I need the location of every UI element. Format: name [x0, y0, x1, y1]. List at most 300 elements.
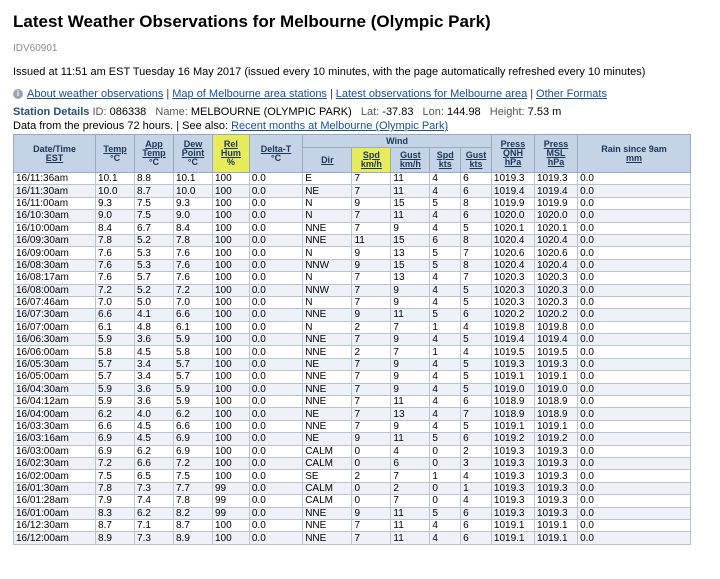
cell-wind-dir: NE	[303, 185, 352, 197]
cell-wind-spd-kmh: 9	[352, 197, 391, 209]
other-formats-link[interactable]: Other Formats	[536, 88, 607, 100]
cell-app-temp: 7.3	[135, 482, 174, 494]
cell-temp: 7.6	[96, 272, 135, 284]
cell-wind-spd-kts: 4	[430, 173, 461, 185]
cell-wind-spd-kmh: 7	[352, 296, 391, 308]
info-icon: i	[13, 89, 23, 99]
cell-wind-spd-kts: 4	[430, 396, 461, 408]
cell-rel-hum: 100	[212, 371, 249, 383]
cell-press-qnh: 1019.2	[491, 433, 534, 445]
cell-wind-gust-kmh: 9	[391, 284, 430, 296]
cell-app-temp: 6.6	[135, 457, 174, 469]
table-row	[14, 296, 691, 308]
cell-temp: 7.6	[96, 247, 135, 259]
col-wind-dir[interactable]: Dir	[303, 148, 352, 173]
cell-wind-dir: NNW	[303, 259, 352, 271]
cell-datetime: 16/09:30am	[14, 234, 96, 246]
cell-app-temp: 7.1	[135, 519, 174, 531]
cell-delta-t: 0.0	[249, 495, 302, 507]
cell-rel-hum: 100	[212, 396, 249, 408]
cell-delta-t: 0.0	[249, 445, 302, 457]
cell-dew-point: 7.8	[173, 234, 212, 246]
cell-temp: 5.8	[96, 346, 135, 358]
cell-press-qnh: 1019.1	[491, 519, 534, 531]
cell-wind-gust-kts: 8	[461, 259, 492, 271]
col-wind-spd-kts[interactable]: Spd kts	[430, 148, 461, 173]
area-latest-link[interactable]: Latest observations for Melbourne area	[335, 88, 528, 100]
cell-rain: 0.0	[578, 495, 691, 507]
cell-wind-spd-kts: 5	[430, 309, 461, 321]
cell-datetime: 16/03:00am	[14, 445, 96, 457]
cell-app-temp: 5.2	[135, 284, 174, 296]
cell-dew-point: 7.8	[173, 495, 212, 507]
cell-datetime: 16/07:46am	[14, 296, 96, 308]
cell-dew-point: 9.0	[173, 210, 212, 222]
cell-datetime: 16/08:17am	[14, 272, 96, 284]
cell-wind-dir: NNE	[303, 507, 352, 519]
station-lat-label: Lat:	[360, 106, 380, 118]
col-wind-spd-kmh[interactable]: Spd km/h	[352, 148, 391, 173]
product-id: IDV60901	[13, 43, 58, 54]
cell-rel-hum: 100	[212, 519, 249, 531]
cell-wind-spd-kmh: 9	[352, 259, 391, 271]
cell-wind-dir: N	[303, 272, 352, 284]
cell-press-qnh: 1020.3	[491, 272, 534, 284]
cell-rel-hum: 100	[212, 358, 249, 370]
cell-rain: 0.0	[578, 272, 691, 284]
cell-dew-point: 6.6	[173, 420, 212, 432]
cell-dew-point: 9.3	[173, 197, 212, 209]
cell-datetime: 16/05:00am	[14, 371, 96, 383]
cell-delta-t: 0.0	[249, 420, 302, 432]
col-wind-gust-kmh[interactable]: Gust km/h	[391, 148, 430, 173]
cell-press-msl: 1018.9	[534, 396, 577, 408]
cell-temp: 9.0	[96, 210, 135, 222]
cell-datetime: 16/11:00am	[14, 197, 96, 209]
cell-wind-gust-kmh: 11	[391, 433, 430, 445]
cell-rain: 0.0	[578, 346, 691, 358]
cell-wind-gust-kts: 7	[461, 247, 492, 259]
cell-datetime: 16/10:30am	[14, 210, 96, 222]
cell-wind-gust-kmh: 9	[391, 358, 430, 370]
cell-rain: 0.0	[578, 482, 691, 494]
cell-wind-spd-kmh: 7	[352, 420, 391, 432]
cell-wind-dir: N	[303, 247, 352, 259]
cell-delta-t: 0.0	[249, 482, 302, 494]
col-temp[interactable]: Temp °C	[96, 135, 135, 173]
station-height-label: Height:	[489, 106, 525, 118]
cell-rain: 0.0	[578, 247, 691, 259]
cell-press-qnh: 1020.1	[491, 222, 534, 234]
cell-rel-hum: 99	[212, 507, 249, 519]
cell-rel-hum: 99	[212, 495, 249, 507]
recent-months-link[interactable]: Recent months at Melbourne (Olympic Park)	[231, 120, 449, 132]
cell-press-msl: 1019.1	[534, 532, 577, 544]
cell-rel-hum: 100	[212, 334, 249, 346]
cell-wind-gust-kmh: 9	[391, 334, 430, 346]
cell-wind-spd-kts: 1	[430, 346, 461, 358]
col-app-temp[interactable]: App Temp °C	[135, 135, 174, 173]
cell-delta-t: 0.0	[249, 457, 302, 469]
cell-wind-spd-kmh: 7	[352, 185, 391, 197]
area-map-link[interactable]: Map of Melbourne area stations	[172, 88, 327, 100]
cell-wind-spd-kts: 4	[430, 334, 461, 346]
cell-rel-hum: 100	[212, 383, 249, 395]
cell-wind-spd-kmh: 2	[352, 470, 391, 482]
cell-app-temp: 5.2	[135, 234, 174, 246]
cell-wind-dir: NNW	[303, 284, 352, 296]
cell-app-temp: 3.6	[135, 396, 174, 408]
cell-datetime: 16/05:30am	[14, 358, 96, 370]
table-row	[14, 321, 691, 333]
cell-app-temp: 6.2	[135, 445, 174, 457]
cell-wind-gust-kmh: 11	[391, 173, 430, 185]
cell-press-msl: 1019.3	[534, 507, 577, 519]
cell-temp: 8.4	[96, 222, 135, 234]
table-row	[14, 259, 691, 271]
cell-wind-spd-kmh: 11	[352, 234, 391, 246]
table-row	[14, 371, 691, 383]
cell-wind-gust-kts: 6	[461, 532, 492, 544]
cell-rel-hum: 100	[212, 309, 249, 321]
cell-rain: 0.0	[578, 420, 691, 432]
cell-datetime: 16/06:30am	[14, 334, 96, 346]
cell-delta-t: 0.0	[249, 383, 302, 395]
cell-app-temp: 4.0	[135, 408, 174, 420]
cell-wind-spd-kts: 4	[430, 519, 461, 531]
cell-press-qnh: 1018.9	[491, 408, 534, 420]
cell-wind-spd-kmh: 2	[352, 321, 391, 333]
cell-wind-gust-kmh: 6	[391, 457, 430, 469]
cell-dew-point: 5.7	[173, 358, 212, 370]
cell-wind-gust-kmh: 13	[391, 247, 430, 259]
cell-rel-hum: 100	[212, 222, 249, 234]
table-row	[14, 420, 691, 432]
cell-wind-gust-kmh: 11	[391, 210, 430, 222]
cell-app-temp: 3.6	[135, 334, 174, 346]
cell-wind-spd-kts: 1	[430, 470, 461, 482]
cell-temp: 5.9	[96, 334, 135, 346]
cell-wind-gust-kmh: 9	[391, 371, 430, 383]
cell-dew-point: 6.1	[173, 321, 212, 333]
cell-wind-gust-kmh: 15	[391, 259, 430, 271]
cell-press-qnh: 1019.8	[491, 321, 534, 333]
col-datetime[interactable]: Date/Time EST	[14, 135, 96, 173]
cell-delta-t: 0.0	[249, 272, 302, 284]
cell-wind-spd-kmh: 7	[352, 272, 391, 284]
col-rain[interactable]: Rain since 9am mm	[578, 135, 691, 173]
cell-temp: 7.8	[96, 234, 135, 246]
table-row	[14, 284, 691, 296]
cell-temp: 6.6	[96, 309, 135, 321]
link-separator: |	[530, 88, 534, 100]
cell-datetime: 16/04:12am	[14, 396, 96, 408]
cell-wind-spd-kmh: 7	[352, 358, 391, 370]
cell-press-msl: 1019.3	[534, 358, 577, 370]
col-wind-group: Wind	[303, 135, 492, 148]
cell-delta-t: 0.0	[249, 259, 302, 271]
cell-app-temp: 7.5	[135, 210, 174, 222]
cell-press-qnh: 1020.3	[491, 296, 534, 308]
cell-wind-gust-kmh: 9	[391, 420, 430, 432]
cell-wind-dir: CALM	[303, 482, 352, 494]
cell-press-msl: 1019.3	[534, 445, 577, 457]
cell-rain: 0.0	[578, 519, 691, 531]
cell-temp: 6.2	[96, 408, 135, 420]
cell-rel-hum: 100	[212, 173, 249, 185]
cell-press-qnh: 1020.2	[491, 309, 534, 321]
cell-dew-point: 6.9	[173, 445, 212, 457]
cell-temp: 6.9	[96, 445, 135, 457]
cell-press-msl: 1019.3	[534, 173, 577, 185]
cell-wind-dir: NNE	[303, 420, 352, 432]
cell-wind-dir: N	[303, 210, 352, 222]
cell-temp: 7.9	[96, 495, 135, 507]
col-rel-hum[interactable]: Rel Hum %	[212, 135, 249, 173]
cell-app-temp: 5.3	[135, 247, 174, 259]
cell-app-temp: 3.4	[135, 371, 174, 383]
cell-rain: 0.0	[578, 532, 691, 544]
cell-wind-dir: NNE	[303, 532, 352, 544]
cell-wind-gust-kmh: 9	[391, 296, 430, 308]
cell-datetime: 16/04:30am	[14, 383, 96, 395]
cell-app-temp: 4.1	[135, 309, 174, 321]
cell-app-temp: 7.4	[135, 495, 174, 507]
cell-wind-gust-kts: 5	[461, 284, 492, 296]
cell-wind-spd-kmh: 7	[352, 210, 391, 222]
cell-wind-gust-kmh: 7	[391, 321, 430, 333]
cell-wind-dir: N	[303, 296, 352, 308]
cell-datetime: 16/01:28am	[14, 495, 96, 507]
table-row	[14, 457, 691, 469]
cell-delta-t: 0.0	[249, 532, 302, 544]
cell-wind-gust-kmh: 9	[391, 383, 430, 395]
cell-wind-gust-kts: 5	[461, 420, 492, 432]
cell-wind-spd-kts: 4	[430, 420, 461, 432]
cell-dew-point: 8.4	[173, 222, 212, 234]
cell-rain: 0.0	[578, 433, 691, 445]
cell-wind-gust-kts: 8	[461, 197, 492, 209]
cell-wind-spd-kts: 5	[430, 507, 461, 519]
cell-press-qnh: 1019.3	[491, 495, 534, 507]
cell-wind-gust-kts: 4	[461, 346, 492, 358]
cell-rel-hum: 100	[212, 272, 249, 284]
cell-wind-spd-kmh: 0	[352, 482, 391, 494]
cell-wind-spd-kts: 5	[430, 247, 461, 259]
cell-temp: 7.0	[96, 296, 135, 308]
cell-wind-gust-kmh: 7	[391, 470, 430, 482]
cell-wind-dir: NNE	[303, 334, 352, 346]
previous-hours-note	[13, 120, 448, 132]
cell-app-temp: 5.7	[135, 272, 174, 284]
cell-rain: 0.0	[578, 507, 691, 519]
cell-temp: 5.7	[96, 358, 135, 370]
cell-wind-dir: NNE	[303, 519, 352, 531]
cell-wind-gust-kts: 5	[461, 383, 492, 395]
links-bar	[13, 88, 607, 100]
cell-app-temp: 6.7	[135, 222, 174, 234]
station-id-label: ID:	[92, 106, 107, 118]
cell-press-msl: 1019.8	[534, 321, 577, 333]
cell-delta-t: 0.0	[249, 358, 302, 370]
cell-wind-gust-kmh: 2	[391, 482, 430, 494]
cell-temp: 10.0	[96, 185, 135, 197]
cell-rain: 0.0	[578, 396, 691, 408]
cell-wind-spd-kts: 1	[430, 321, 461, 333]
cell-rel-hum: 99	[212, 482, 249, 494]
cell-wind-spd-kts: 4	[430, 371, 461, 383]
cell-wind-spd-kts: 0	[430, 495, 461, 507]
table-row	[14, 383, 691, 395]
cell-wind-gust-kts: 7	[461, 408, 492, 420]
cell-wind-gust-kts: 2	[461, 445, 492, 457]
cell-wind-spd-kts: 5	[430, 433, 461, 445]
cell-delta-t: 0.0	[249, 470, 302, 482]
cell-app-temp: 7.3	[135, 532, 174, 544]
cell-delta-t: 0.0	[249, 222, 302, 234]
cell-rel-hum: 100	[212, 420, 249, 432]
col-delta-t[interactable]: Delta-T °C	[249, 135, 302, 173]
cell-temp: 5.9	[96, 383, 135, 395]
col-press-qnh[interactable]: Press QNH hPa	[491, 135, 534, 173]
cell-rel-hum: 100	[212, 445, 249, 457]
cell-wind-dir: NNE	[303, 234, 352, 246]
cell-press-msl: 1019.3	[534, 457, 577, 469]
cell-datetime: 16/06:00am	[14, 346, 96, 358]
cell-rel-hum: 100	[212, 321, 249, 333]
cell-wind-gust-kmh: 9	[391, 222, 430, 234]
cell-app-temp: 4.8	[135, 321, 174, 333]
cell-wind-spd-kts: 6	[430, 234, 461, 246]
station-name-label: Name:	[155, 106, 188, 118]
cell-wind-spd-kts: 4	[430, 185, 461, 197]
cell-press-qnh: 1020.6	[491, 247, 534, 259]
cell-wind-gust-kmh: 7	[391, 346, 430, 358]
cell-temp: 5.7	[96, 371, 135, 383]
cell-app-temp: 3.4	[135, 358, 174, 370]
cell-wind-gust-kts: 5	[461, 358, 492, 370]
cell-rain: 0.0	[578, 173, 691, 185]
cell-rain: 0.0	[578, 309, 691, 321]
cell-wind-spd-kts: 5	[430, 259, 461, 271]
cell-press-msl: 1019.4	[534, 334, 577, 346]
table-row	[14, 346, 691, 358]
cell-wind-gust-kmh: 11	[391, 185, 430, 197]
cell-press-msl: 1019.9	[534, 197, 577, 209]
cell-press-qnh: 1019.3	[491, 482, 534, 494]
cell-wind-spd-kmh: 9	[352, 507, 391, 519]
cell-dew-point: 7.0	[173, 296, 212, 308]
table-row	[14, 519, 691, 531]
cell-temp: 8.9	[96, 532, 135, 544]
cell-datetime: 16/04:00am	[14, 408, 96, 420]
cell-press-qnh: 1019.3	[491, 173, 534, 185]
cell-wind-gust-kts: 4	[461, 495, 492, 507]
cell-press-msl: 1019.5	[534, 346, 577, 358]
cell-wind-gust-kts: 6	[461, 507, 492, 519]
cell-rain: 0.0	[578, 371, 691, 383]
cell-wind-gust-kmh: 15	[391, 234, 430, 246]
cell-press-qnh: 1020.0	[491, 210, 534, 222]
cell-press-qnh: 1019.4	[491, 185, 534, 197]
cell-wind-spd-kmh: 0	[352, 445, 391, 457]
cell-rain: 0.0	[578, 222, 691, 234]
cell-press-msl: 1018.9	[534, 408, 577, 420]
cell-press-qnh: 1019.3	[491, 470, 534, 482]
cell-app-temp: 8.8	[135, 173, 174, 185]
cell-rel-hum: 100	[212, 259, 249, 271]
col-press-msl[interactable]: Press MSL hPa	[534, 135, 577, 173]
cell-wind-gust-kts: 7	[461, 272, 492, 284]
cell-delta-t: 0.0	[249, 507, 302, 519]
cell-app-temp: 4.5	[135, 433, 174, 445]
table-row	[14, 495, 691, 507]
cell-press-msl: 1020.3	[534, 296, 577, 308]
station-lon: 144.98	[447, 106, 481, 118]
cell-wind-spd-kmh: 7	[352, 408, 391, 420]
cell-delta-t: 0.0	[249, 234, 302, 246]
cell-rain: 0.0	[578, 408, 691, 420]
about-observations-link[interactable]: About weather observations	[27, 88, 164, 100]
cell-wind-dir: SE	[303, 470, 352, 482]
table-row	[14, 272, 691, 284]
cell-wind-spd-kts: 0	[430, 445, 461, 457]
cell-rain: 0.0	[578, 296, 691, 308]
cell-wind-gust-kts: 4	[461, 470, 492, 482]
cell-dew-point: 5.9	[173, 334, 212, 346]
table-row	[14, 408, 691, 420]
table-row	[14, 210, 691, 222]
cell-rain: 0.0	[578, 358, 691, 370]
cell-wind-spd-kts: 4	[430, 532, 461, 544]
cell-wind-gust-kmh: 11	[391, 309, 430, 321]
cell-wind-spd-kmh: 7	[352, 222, 391, 234]
cell-wind-gust-kts: 5	[461, 296, 492, 308]
cell-datetime: 16/08:00am	[14, 284, 96, 296]
cell-wind-spd-kmh: 7	[352, 284, 391, 296]
cell-dew-point: 7.5	[173, 470, 212, 482]
cell-press-msl: 1019.4	[534, 185, 577, 197]
cell-datetime: 16/09:00am	[14, 247, 96, 259]
cell-app-temp: 3.6	[135, 383, 174, 395]
cell-app-temp: 4.5	[135, 420, 174, 432]
cell-wind-dir: N	[303, 197, 352, 209]
cell-wind-gust-kmh: 11	[391, 519, 430, 531]
table-row	[14, 197, 691, 209]
cell-app-temp: 5.3	[135, 259, 174, 271]
cell-press-msl: 1020.4	[534, 259, 577, 271]
col-dew-point[interactable]: Dew Point °C	[173, 135, 212, 173]
cell-rain: 0.0	[578, 197, 691, 209]
cell-press-qnh: 1020.4	[491, 234, 534, 246]
col-wind-gust-kts[interactable]: Gust kts	[461, 148, 492, 173]
cell-wind-spd-kmh: 2	[352, 346, 391, 358]
cell-press-qnh: 1019.3	[491, 507, 534, 519]
cell-rain: 0.0	[578, 457, 691, 469]
cell-temp: 9.3	[96, 197, 135, 209]
cell-wind-gust-kts: 6	[461, 519, 492, 531]
cell-wind-gust-kts: 6	[461, 173, 492, 185]
cell-rain: 0.0	[578, 234, 691, 246]
cell-wind-spd-kmh: 7	[352, 334, 391, 346]
cell-datetime: 16/07:00am	[14, 321, 96, 333]
cell-wind-dir: NE	[303, 358, 352, 370]
cell-wind-spd-kmh: 9	[352, 247, 391, 259]
cell-rel-hum: 100	[212, 408, 249, 420]
cell-wind-spd-kmh: 7	[352, 383, 391, 395]
cell-wind-gust-kmh: 11	[391, 396, 430, 408]
cell-press-msl: 1020.1	[534, 222, 577, 234]
